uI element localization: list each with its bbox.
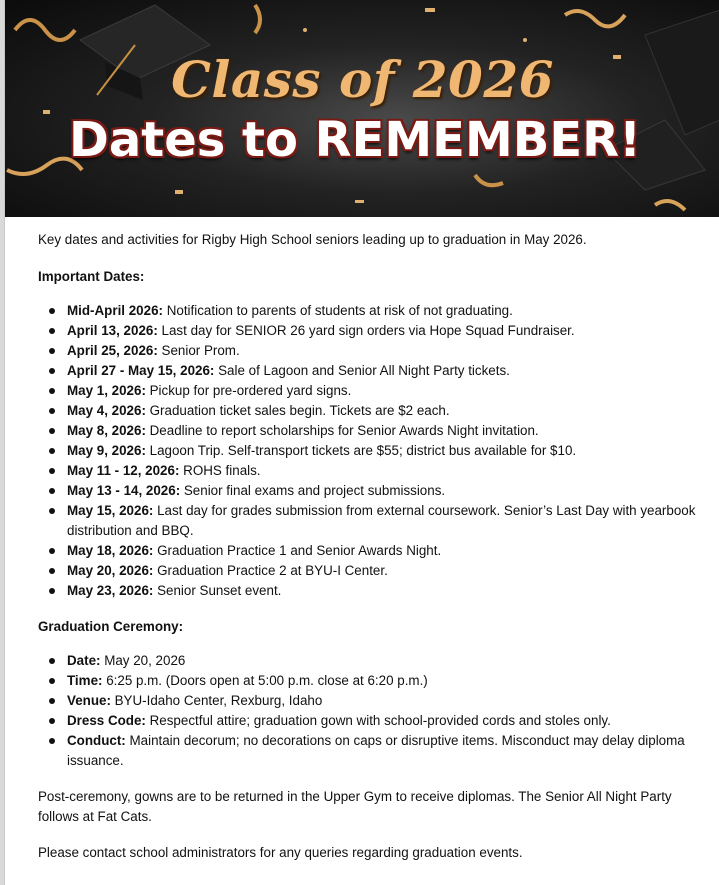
item-text: 6:25 p.m. (Doors open at 5:00 p.m. close at 6:20 p.m.) [102, 673, 428, 688]
item-date: May 1, 2026: [67, 383, 146, 398]
list-item [38, 341, 698, 361]
list-item [38, 711, 698, 731]
item-date: May 4, 2026: [67, 403, 146, 418]
item-text: Deadline to report scholarships for Senior Awards Night invitation. [145, 423, 539, 438]
item-text: Lagoon Trip. Self-transport tickets are $55; district bus available for $10. [145, 443, 577, 458]
list-item [38, 441, 698, 461]
banner-title-class: Class of 2026 [171, 50, 554, 109]
document-body [38, 230, 698, 863]
ceremony-list [38, 651, 698, 771]
list-item [38, 501, 698, 541]
list-item [38, 421, 698, 441]
intro-paragraph: Key dates and activities for Rigby High School seniors leading up to graduation in May 2026. [38, 232, 587, 247]
item-text: Graduation ticket sales begin. Tickets are $2 each. [145, 403, 450, 418]
list-item [38, 401, 698, 421]
banner-title-dates: Dates to REMEMBER! [69, 112, 641, 168]
item-date: May 8, 2026: [67, 423, 146, 438]
list-item [38, 581, 698, 601]
post-ceremony-paragraph: Post-ceremony, gowns are to be returned in the Upper Gym to receive diplomas. The Senior All Night Party follows at Fat Cats. [38, 789, 672, 824]
item-text: Senior Prom. [157, 343, 240, 358]
item-text: Pickup for pre-ordered yard signs. [145, 383, 352, 398]
item-date: April 13, 2026: [67, 323, 158, 338]
item-label: Dress Code: [67, 713, 146, 728]
item-text: Sale of Lagoon and Senior All Night Party tickets. [214, 363, 510, 378]
item-text: Senior Sunset event. [153, 583, 282, 598]
list-item [38, 481, 698, 501]
list-item [38, 301, 698, 321]
item-date: Mid-April 2026: [67, 303, 163, 318]
contact-paragraph: Please contact school administrators for any queries regarding graduation events. [38, 845, 523, 860]
item-date: April 25, 2026: [67, 343, 158, 358]
list-item [38, 671, 698, 691]
list-item [38, 651, 698, 671]
item-date: May 11 - 12, 2026: [67, 463, 180, 478]
item-date: May 15, 2026: [67, 503, 154, 518]
header-banner [5, 0, 719, 217]
item-text: ROHS finals. [179, 463, 261, 478]
document-page [4, 0, 719, 885]
item-date: May 23, 2026: [67, 583, 154, 598]
item-label: Date: [67, 653, 101, 668]
list-item [38, 561, 698, 581]
list-item [38, 381, 698, 401]
item-text: Notification to parents of students at risk of not graduating. [162, 303, 513, 318]
item-text: Senior final exams and project submissions. [180, 483, 446, 498]
list-item [38, 691, 698, 711]
item-text: Maintain decorum; no decorations on caps or disruptive items. Misconduct may delay diploma issuance. [67, 733, 685, 768]
list-item [38, 361, 698, 381]
item-date: May 18, 2026: [67, 543, 154, 558]
item-label: Time: [67, 673, 103, 688]
important-dates-list [38, 301, 698, 601]
item-text: BYU-Idaho Center, Rexburg, Idaho [110, 693, 323, 708]
item-date: May 13 - 14, 2026: [67, 483, 181, 498]
item-text: May 20, 2026 [100, 653, 186, 668]
item-date: May 20, 2026: [67, 563, 154, 578]
item-date: April 27 - May 15, 2026: [67, 363, 215, 378]
item-label: Venue: [67, 693, 111, 708]
item-text: Last day for grades submission from external coursework. Senior’s Last Day with yearbook distribution and BBQ. [67, 503, 696, 538]
list-item [38, 541, 698, 561]
list-item [38, 321, 698, 341]
item-date: May 9, 2026: [67, 443, 146, 458]
item-text: Respectful attire; graduation gown with school-provided cords and stoles only. [145, 713, 611, 728]
item-text: Last day for SENIOR 26 yard sign orders via Hope Squad Fundraiser. [157, 323, 575, 338]
item-text: Graduation Practice 1 and Senior Awards Night. [153, 543, 442, 558]
important-dates-heading: Important Dates: [38, 269, 145, 284]
list-item [38, 731, 698, 771]
list-item [38, 461, 698, 481]
ceremony-heading: Graduation Ceremony: [38, 619, 184, 634]
item-label: Conduct: [67, 733, 126, 748]
item-text: Graduation Practice 2 at BYU-I Center. [153, 563, 388, 578]
